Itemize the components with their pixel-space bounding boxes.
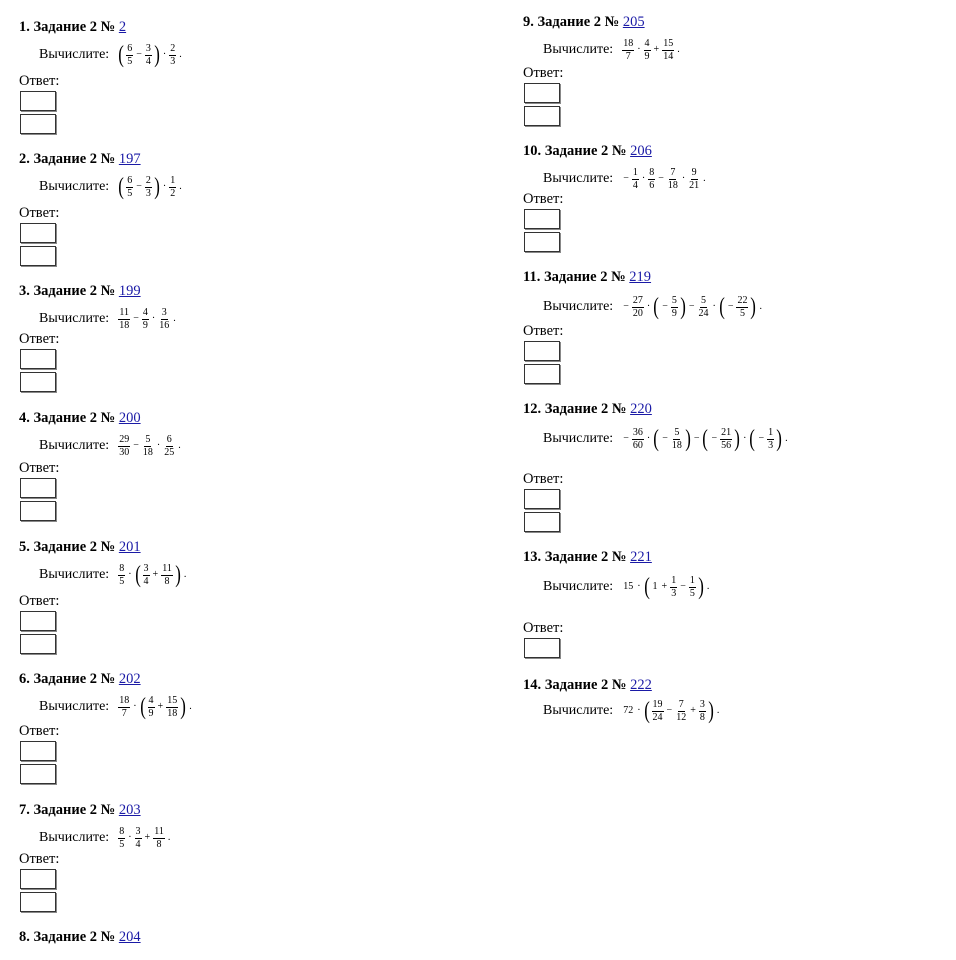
math-expression: ( $\frac{6}{5}$ − $\frac{2}{3}$ ) · $\frac{1}{2}$ . [118,174,182,200]
math-expression: − $\frac{27}{20}$ · ( − $\frac{5}{9}$ ) − $\frac{5}{24}$ · ( − $\frac{22}{5}$ ) . [623,294,762,320]
task-link[interactable]: 202 [118,671,141,687]
answer-label: Ответ: [19,593,60,609]
math-expression: $\frac{18}{7}$ · $\frac{4}{9}$ + $\frac{15}{14}$ . [623,37,680,62]
answer-input[interactable] [20,91,56,111]
answer-input[interactable] [20,246,56,266]
problem: Вычислите: $\frac{11}{18}$ − $\frac{4}{9}$ · $\frac{3}{16}$ . [39,306,176,331]
math-expression: − $\frac{36}{60}$ · ( − $\frac{5}{18}$ ) − ( − $\frac{21}{56}$ ) · ( − $\frac{1}{3}$ ) . [623,426,788,452]
answer-label: Ответ: [523,65,564,81]
task-header: 1. Задание 2 № 2 [19,19,127,35]
task-header: 2. Задание 2 № 197 [19,151,141,167]
task-link[interactable]: 2 [118,19,127,35]
answer-input[interactable] [524,489,560,509]
answer-label: Ответ: [523,471,564,487]
task-link[interactable]: 203 [118,802,141,818]
math-expression: $\frac{18}{7}$ · ( $\frac{4}{9}$ + $\frac{15}{18}$ ) . [119,694,192,720]
answer-input[interactable] [20,634,56,654]
answer-input[interactable] [20,372,56,392]
answer-label: Ответ: [19,73,60,89]
task-header: 8. Задание 2 № 204 [19,929,141,945]
problem: Вычислите: 15 · ( 1 + $\frac{1}{3}$ − $\frac{1}{5}$ ) . [543,574,710,600]
answer-input[interactable] [524,232,560,252]
answer-input[interactable] [20,611,56,631]
task-link[interactable]: 197 [118,151,141,167]
answer-input[interactable] [524,364,560,384]
task-header: 4. Задание 2 № 200 [19,410,141,426]
problem: Вычислите: $\frac{18}{7}$ · $\frac{4}{9}$ + $\frac{15}{14}$ . [543,37,680,62]
problem: Вычислите: $\frac{8}{5}$ · $\frac{3}{4}$ + $\frac{11}{8}$ . [39,825,171,850]
task-link[interactable]: 205 [622,14,645,30]
task-header: 11. Задание 2 № 219 [523,269,652,285]
task-link[interactable]: 221 [630,549,652,565]
task-link[interactable]: 200 [118,410,141,426]
task-header: 14. Задание 2 № 222 [523,677,652,693]
task-header: 3. Задание 2 № 199 [19,283,141,299]
math-expression: − $\frac{1}{4}$ · $\frac{8}{6}$ − $\frac{7}{18}$ · $\frac{9}{21}$ . [623,166,706,191]
task-link[interactable]: 219 [629,269,652,285]
task-header: 12. Задание 2 № 220 [523,401,652,417]
answer-input[interactable] [20,478,56,498]
task-link[interactable]: 201 [118,539,141,555]
problem: Вычислите: − $\frac{27}{20}$ · ( − $\frac{5}{9}$ ) − $\frac{5}{24}$ · ( − $\frac{22}{5}$ ) . [543,294,762,320]
answer-input[interactable] [20,764,56,784]
problem: Вычислите: $\frac{29}{30}$ − $\frac{5}{18}$ · $\frac{6}{25}$ . [39,433,181,458]
answer-label: Ответ: [19,723,60,739]
problem: Вычислите: − $\frac{1}{4}$ · $\frac{8}{6}$ − $\frac{7}{18}$ · $\frac{9}{21}$ . [543,166,706,191]
answer-input[interactable] [524,106,560,126]
task-header: 5. Задание 2 № 201 [19,539,141,555]
task-link[interactable]: 222 [630,677,652,693]
problem: Вычислите: ( $\frac{6}{5}$ − $\frac{3}{4}$ ) · $\frac{2}{3}$ . [39,42,182,68]
problem: Вычислите: ( $\frac{6}{5}$ − $\frac{2}{3}$ ) · $\frac{1}{2}$ . [39,174,182,200]
math-expression: 15 · ( 1 + $\frac{1}{3}$ − $\frac{1}{5}$ ) . [623,574,710,600]
task-link[interactable]: 199 [118,283,141,299]
answer-input[interactable] [524,341,560,361]
answer-input[interactable] [524,512,560,532]
answer-label: Ответ: [19,460,60,476]
answer-input[interactable] [524,83,560,103]
answer-input[interactable] [20,223,56,243]
answer-label: Ответ: [19,851,60,867]
answer-input[interactable] [20,114,56,134]
problem: Вычислите: − $\frac{36}{60}$ · ( − $\frac{5}{18}$ ) − ( − $\frac{21}{56}$ ) · ( − $\frac{1}{3}$ ) . [543,426,788,452]
answer-input[interactable] [20,501,56,521]
task-header: 7. Задание 2 № 203 [19,802,141,818]
task-link[interactable]: 206 [630,143,652,159]
answer-input[interactable] [20,869,56,889]
answer-label: Ответ: [523,323,564,339]
task-link[interactable]: 204 [118,929,141,945]
problem: Вычислите: $\frac{8}{5}$ · ( $\frac{3}{4}$ + $\frac{11}{8}$ ) . [39,562,187,588]
math-expression: $\frac{29}{30}$ − $\frac{5}{18}$ · $\frac{6}{25}$ . [119,433,181,458]
math-expression: 72 · ( $\frac{19}{24}$ − $\frac{7}{12}$ + $\frac{3}{8}$ ) . [623,698,720,724]
math-expression: $\frac{11}{18}$ − $\frac{4}{9}$ · $\frac{3}{16}$ . [119,306,176,331]
answer-input[interactable] [20,741,56,761]
task-header: 6. Задание 2 № 202 [19,671,141,687]
math-expression: ( $\frac{6}{5}$ − $\frac{3}{4}$ ) · $\frac{2}{3}$ . [118,42,182,68]
answer-input[interactable] [20,349,56,369]
answer-input[interactable] [524,638,560,658]
answer-label: Ответ: [523,620,564,636]
answer-input[interactable] [20,892,56,912]
math-expression: $\frac{8}{5}$ · ( $\frac{3}{4}$ + $\frac{11}{8}$ ) . [119,562,187,588]
task-link[interactable]: 220 [630,401,652,417]
math-expression: $\frac{8}{5}$ · $\frac{3}{4}$ + $\frac{11}{8}$ . [119,825,171,850]
task-header: 13. Задание 2 № 221 [523,549,652,565]
task-header: 9. Задание 2 № 205 [523,14,645,30]
answer-input[interactable] [524,209,560,229]
task-header: 10. Задание 2 № 206 [523,143,652,159]
problem: Вычислите: $\frac{18}{7}$ · ( $\frac{4}{9}$ + $\frac{15}{18}$ ) . [39,694,192,720]
answer-label: Ответ: [523,191,564,207]
problem: Вычислите: 72 · ( $\frac{19}{24}$ − $\frac{7}{12}$ + $\frac{3}{8}$ ) . [543,698,720,724]
answer-label: Ответ: [19,205,60,221]
answer-label: Ответ: [19,331,60,347]
